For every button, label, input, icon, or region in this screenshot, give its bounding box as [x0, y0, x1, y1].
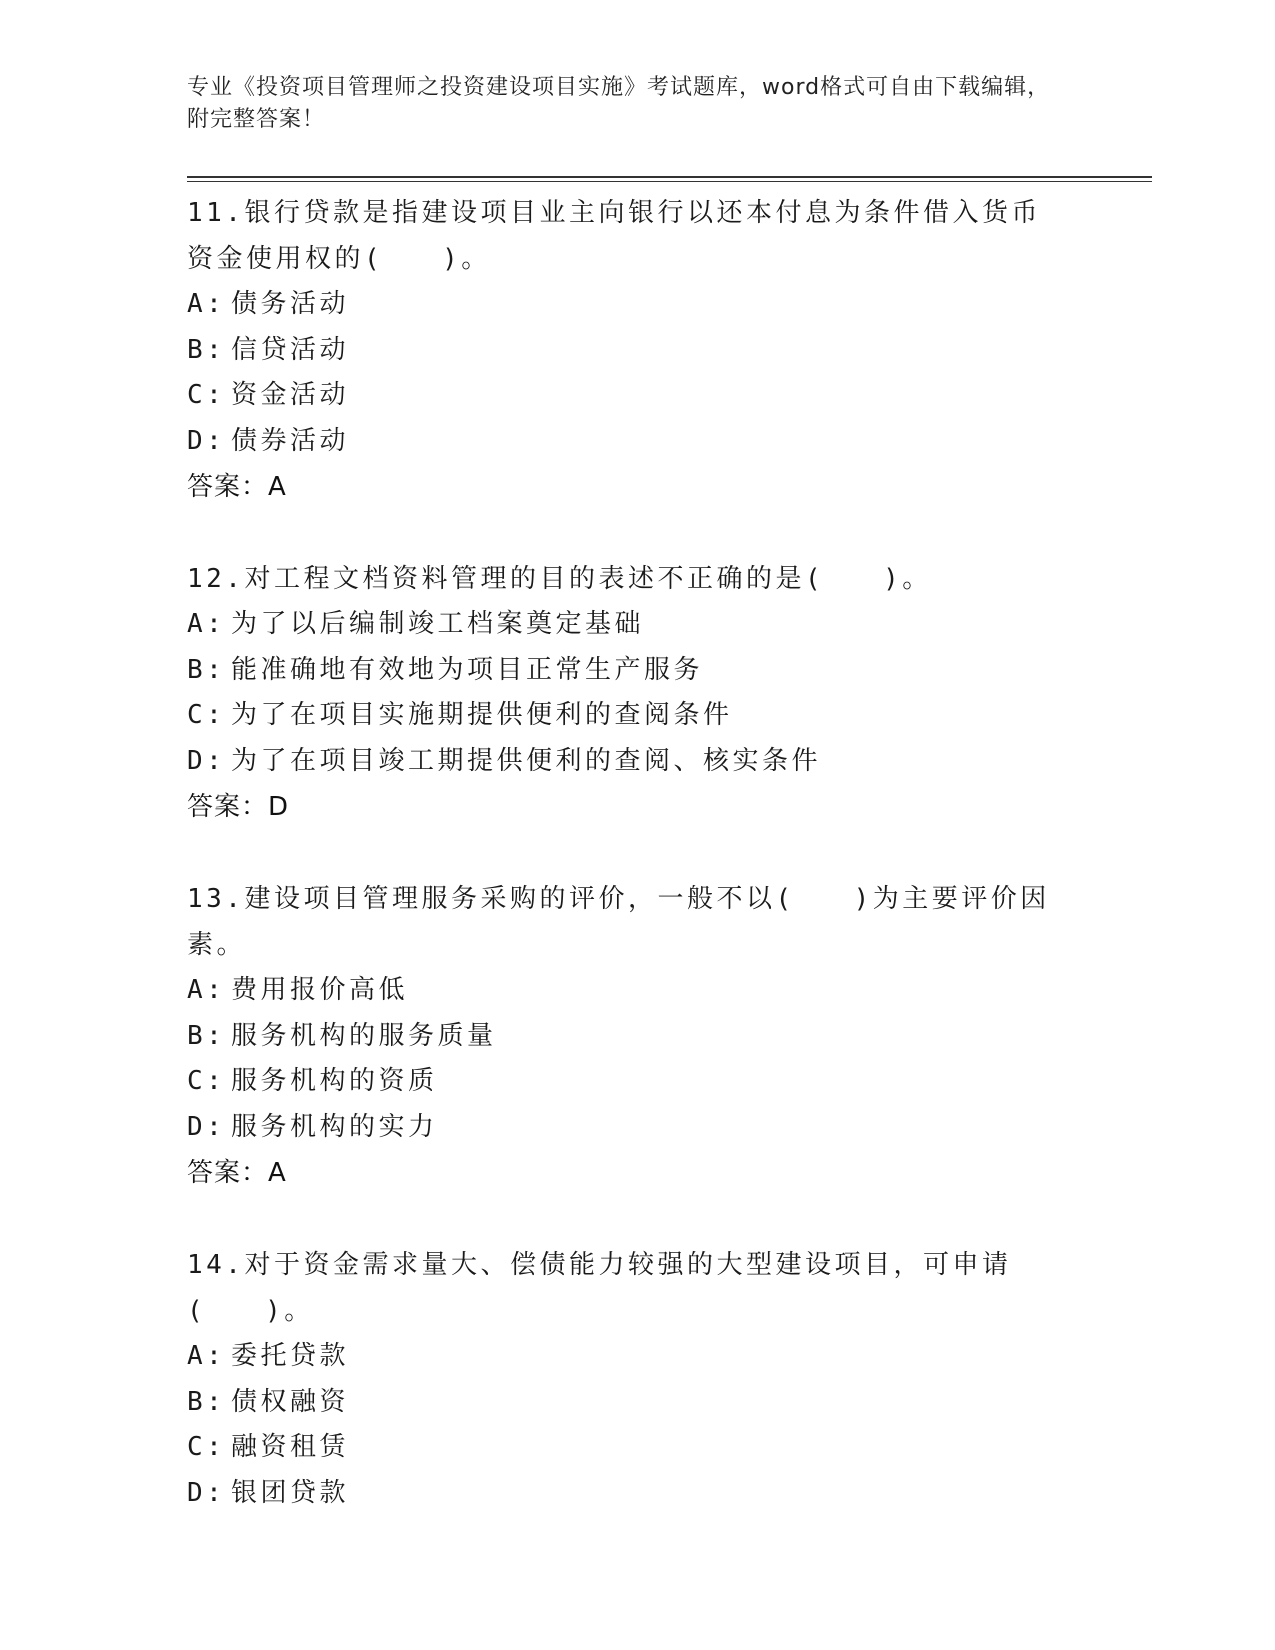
option-d: [187, 1105, 1087, 1151]
option-text: 服务机构的资质: [231, 1066, 438, 1096]
option-c: [187, 1059, 1087, 1105]
option-key: C:: [187, 1066, 226, 1096]
option-key: C:: [187, 1432, 226, 1462]
option-text: 费用报价高低: [231, 975, 409, 1005]
option-b: [187, 1014, 1087, 1060]
question-spacer: [187, 510, 1087, 556]
option-a: [187, 1334, 1087, 1380]
option-b: [187, 1380, 1087, 1426]
question-text: 12.对工程文档资料管理的目的表述不正确的是( )。: [187, 564, 932, 594]
option-c: [187, 1425, 1087, 1471]
question-list: [187, 190, 1087, 1516]
question-spacer: [187, 830, 1087, 876]
option-key: B:: [187, 1020, 226, 1051]
question-item: [187, 190, 1087, 556]
question-item: [187, 876, 1087, 1242]
option-key: A:: [187, 289, 226, 319]
question-text: 14.对于资金需求量大、偿债能力较强的大型建设项目，可申请( )。: [187, 1250, 1012, 1326]
option-c: [187, 693, 1087, 739]
option-text: 债券活动: [231, 425, 350, 456]
option-c: [187, 373, 1087, 419]
option-text: 服务机构的实力: [231, 1111, 438, 1142]
option-text: 委托贷款: [231, 1341, 350, 1371]
option-key: C:: [187, 380, 226, 410]
option-a: [187, 282, 1087, 328]
option-key: A:: [187, 975, 226, 1005]
option-d: [187, 739, 1087, 785]
option-key: B:: [187, 654, 226, 685]
question-spacer: [187, 1196, 1087, 1242]
option-b: [187, 328, 1087, 374]
question-item: [187, 556, 1087, 876]
question-text: 11.银行贷款是指建设项目业主向银行以还本付息为条件借入货币资金使用权的( )。: [187, 198, 1041, 274]
option-a: [187, 968, 1087, 1014]
option-d: [187, 1471, 1087, 1517]
option-text: 能准确地有效地为项目正常生产服务: [231, 654, 704, 685]
option-key: D:: [187, 1111, 226, 1142]
answer-text: 答案：D: [187, 792, 290, 822]
option-text: 为了在项目竣工期提供便利的查阅、核实条件: [231, 745, 822, 776]
document-header: 专业《投资项目管理师之投资建设项目实施》考试题库，word格式可自由下载编辑，附完整答案！: [187, 75, 1051, 132]
answer-text: 答案：A: [187, 472, 287, 502]
option-b: [187, 648, 1087, 694]
option-key: B:: [187, 1386, 226, 1417]
header-divider-thin: [187, 181, 1152, 182]
option-text: 融资租赁: [231, 1432, 350, 1462]
option-key: A:: [187, 609, 226, 639]
option-d: [187, 419, 1087, 465]
question-text: 13.建设项目管理服务采购的评价，一般不以( )为主要评价因素。: [187, 884, 1050, 960]
option-key: D:: [187, 425, 226, 456]
option-key: D:: [187, 745, 226, 776]
option-text: 资金活动: [231, 380, 350, 410]
option-text: 信贷活动: [231, 334, 350, 365]
option-text: 债务活动: [231, 289, 350, 319]
option-key: C:: [187, 700, 226, 730]
answer-text: 答案：A: [187, 1158, 287, 1188]
header-divider-thick: [187, 176, 1152, 178]
option-text: 债权融资: [231, 1386, 350, 1417]
question-item: [187, 1242, 1087, 1516]
option-text: 为了在项目实施期提供便利的查阅条件: [231, 700, 733, 730]
option-a: [187, 602, 1087, 648]
option-text: 服务机构的服务质量: [231, 1020, 497, 1051]
option-key: D:: [187, 1477, 226, 1508]
option-text: 为了以后编制竣工档案奠定基础: [231, 609, 645, 639]
option-key: A:: [187, 1341, 226, 1371]
option-text: 银团贷款: [231, 1477, 350, 1508]
option-key: B:: [187, 334, 226, 365]
